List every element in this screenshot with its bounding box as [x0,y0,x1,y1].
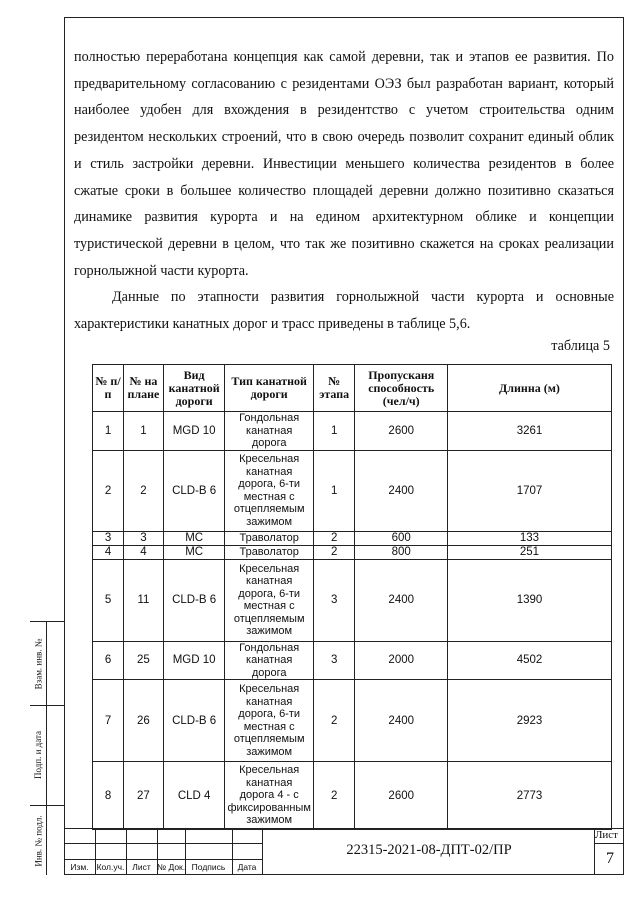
title-block [64,828,624,875]
table-cell: 2773 [447,762,611,830]
stamp-col-list: Лист [132,862,151,872]
table-cell: 2 [313,545,355,559]
table-cell: 3 [313,559,355,641]
table-row [93,559,612,641]
table-cell: CLD-B 6 [163,680,225,762]
table-cell: 3261 [447,412,611,451]
table-row [93,545,612,559]
paragraph-2: Данные по этапности развития горнолыжной части курорта и основные характеристики канатных дорог и трасс приведены в таблице 5,6. [74,289,614,333]
table-cell: 1 [124,412,164,451]
stamp-col-doc: № Док. [157,862,186,872]
paragraph-1: полностью переработана концепция как самой деревни, так и этапов ее развития. По предварительному согласованию с резидентами ОЭЗ был разработан вариант, который наиболее удобен для вхождения в резидентство с учетом строительства одним резидентом нескольких строений, что в свою очередь позволит сохранит единый облик и стиль застройки деревни. Инвестиции меньшего количества резидентов в более сжатые сроки в большее количество площадей деревни должно позитивно сказаться динамике развития курорта и на едином архитектурном облике и концепции туристической деревни в целом, что так же позитивно скажется на сроках реализации горнолыжной части курорта. [74,49,614,279]
table-cell: 11 [124,559,164,641]
table-cell: Кресельная канатная дорога 4 - с фиксированным зажимом [225,762,313,830]
table-cell: 2 [313,680,355,762]
table-cell: 2400 [355,680,448,762]
table-cell: 2000 [355,641,448,680]
table-row [93,680,612,762]
table-header: Тип канатной дороги [225,365,313,412]
cableway-table [92,364,612,830]
table-cell: 133 [447,531,611,545]
stamp-col-sign: Подпись [191,862,226,872]
table-header-row [93,365,612,412]
table-cell: 6 [93,641,124,680]
table-cell: 600 [355,531,448,545]
body-text [74,44,614,338]
table-cell: 3 [93,531,124,545]
table-cell: 4 [124,545,164,559]
table-cell: 1707 [447,450,611,531]
table-cell: Кресельная канатная дорога, 6-ти местная с отцепляемым зажимом [225,680,313,762]
table-cell: MGD 10 [163,412,225,451]
table-header: Пропусканя способность (чел/ч) [355,365,448,412]
table-cell: 2600 [355,762,448,830]
table-cell: 2923 [447,680,611,762]
stamp-row-line [594,843,624,844]
table-cell: МС [163,531,225,545]
table-cell: 2 [124,450,164,531]
table-header: № на плане [124,365,164,412]
table-cell: 26 [124,680,164,762]
table-cell: 1390 [447,559,611,641]
table-cell: 800 [355,545,448,559]
table-row [93,450,612,531]
table-cell: 25 [124,641,164,680]
table-cell: 7 [93,680,124,762]
table-cell: 1 [313,450,355,531]
table-header: № этапа [313,365,355,412]
table-cell: 3 [313,641,355,680]
table-cell: 1 [93,412,124,451]
table-cell: 5 [93,559,124,641]
table-cell: 2 [313,762,355,830]
table-cell: Кресельная канатная дорога, 6-ти местная с отцепляемым зажимом [225,559,313,641]
table-cell: 2400 [355,559,448,641]
stamp-col-line [262,828,263,875]
table-cell: Гондольная канатная дорога [225,412,313,451]
table-cell: 3 [124,531,164,545]
side-label-sign-date: Подп. и дата [33,730,44,780]
table-cell: Траволатор [225,545,313,559]
table-cell: Траволатор [225,531,313,545]
table-cell: МС [163,545,225,559]
table-cell: 2 [313,531,355,545]
table-cell: Кресельная канатная дорога, 6-ти местная с отцепляемым зажимом [225,450,313,531]
table-cell: Гондольная канатная дорога [225,641,313,680]
stamp-top-line [64,828,624,829]
stamp-col-izm: Изм. [70,862,89,872]
table-cell: 27 [124,762,164,830]
stamp-col-date: Дата [237,862,257,872]
table-cell: CLD-B 6 [163,450,225,531]
table-cell: 251 [447,545,611,559]
table-row [93,762,612,830]
table-cell: MGD 10 [163,641,225,680]
table-cell: 4 [93,545,124,559]
table-cell: 8 [93,762,124,830]
table-header: Длинна (м) [447,365,611,412]
document-number: 22315-2021-08-ДПТ-02/ПР [346,842,512,858]
table-cell: 2600 [355,412,448,451]
table-caption: таблица 5 [551,338,610,354]
sheet-number: 7 [606,850,614,867]
table-cell: 2400 [355,450,448,531]
table-cell: 4502 [447,641,611,680]
side-value-column [47,622,64,875]
table-cell: 2 [93,450,124,531]
side-label-replace-inv: Взам. инв. № [33,638,44,689]
table-cell: 1 [313,412,355,451]
table-row [93,412,612,451]
table-cell: CLD 4 [163,762,225,830]
side-label-orig-inv: Инв. № подл. [33,814,44,867]
stamp-col-kol: Кол.уч. [96,862,125,872]
sheet-label: Лист [594,829,618,841]
table-cell: CLD-B 6 [163,559,225,641]
table-row [93,531,612,545]
table-header: Вид канатной дороги [163,365,225,412]
table-row [93,641,612,680]
side-approval-strip [30,621,64,875]
table-header: № п/п [93,365,124,412]
